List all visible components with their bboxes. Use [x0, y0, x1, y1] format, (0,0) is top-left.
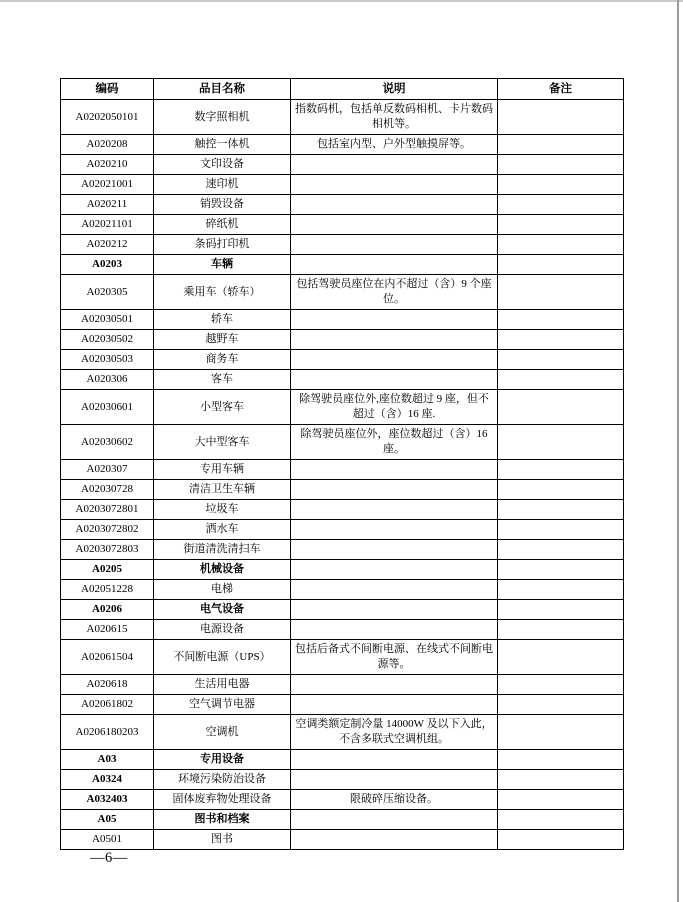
- cell-code: A02021101: [61, 215, 154, 235]
- table-row: [61, 275, 624, 310]
- cell-description: [291, 330, 498, 350]
- cell-item-name: 数字照相机: [154, 100, 291, 135]
- cell-description: 指数码机，包括单反数码相机、卡片数码相机等。: [291, 100, 498, 135]
- cell-description: 除驾驶员座位外,座位数超过 9 座，但不超过（含）16 座.: [291, 390, 498, 425]
- cell-code: A0501: [61, 830, 154, 850]
- cell-remarks: [498, 155, 624, 175]
- header-remarks: 备注: [498, 79, 624, 100]
- cell-code: A02061802: [61, 695, 154, 715]
- cell-description: [291, 155, 498, 175]
- cell-code: A0203: [61, 255, 154, 275]
- cell-description: [291, 215, 498, 235]
- cell-item-name: 空调机: [154, 715, 291, 750]
- table-row: [61, 790, 624, 810]
- table-row: [61, 135, 624, 155]
- cell-description: [291, 520, 498, 540]
- cell-code: A0205: [61, 560, 154, 580]
- cell-item-name: 客车: [154, 370, 291, 390]
- cell-item-name: 条码打印机: [154, 235, 291, 255]
- cell-item-name: 环境污染防治设备: [154, 770, 291, 790]
- cell-code: A020618: [61, 675, 154, 695]
- cell-description: [291, 620, 498, 640]
- cell-remarks: [498, 750, 624, 770]
- table-header-row: [61, 79, 624, 100]
- cell-description: [291, 750, 498, 770]
- table-body: [61, 100, 624, 850]
- cell-description: [291, 600, 498, 620]
- cell-description: [291, 350, 498, 370]
- cell-item-name: 车辆: [154, 255, 291, 275]
- cell-code: A020305: [61, 275, 154, 310]
- table-row: [61, 370, 624, 390]
- table-row: [61, 175, 624, 195]
- cell-description: [291, 810, 498, 830]
- cell-remarks: [498, 135, 624, 155]
- cell-remarks: [498, 520, 624, 540]
- cell-code: A02030501: [61, 310, 154, 330]
- table-header: [61, 79, 624, 100]
- cell-description: 包括后备式不间断电源、在线式不间断电源等。: [291, 640, 498, 675]
- cell-code: A0206180203: [61, 715, 154, 750]
- header-item-name: 品目名称: [154, 79, 291, 100]
- cell-item-name: 速印机: [154, 175, 291, 195]
- cell-remarks: [498, 425, 624, 460]
- cell-remarks: [498, 310, 624, 330]
- cell-code: A02061504: [61, 640, 154, 675]
- procurement-catalog-table: [60, 78, 624, 850]
- table-row: [61, 235, 624, 255]
- cell-code: A020307: [61, 460, 154, 480]
- cell-description: [291, 235, 498, 255]
- cell-item-name: 机械设备: [154, 560, 291, 580]
- cell-item-name: 图书和档案: [154, 810, 291, 830]
- cell-description: [291, 175, 498, 195]
- cell-item-name: 电气设备: [154, 600, 291, 620]
- cell-remarks: [498, 175, 624, 195]
- cell-item-name: 清洁卫生车辆: [154, 480, 291, 500]
- table-row: [61, 310, 624, 330]
- cell-item-name: 商务车: [154, 350, 291, 370]
- cell-code: A020210: [61, 155, 154, 175]
- cell-item-name: 乘用车（轿车）: [154, 275, 291, 310]
- table-row: [61, 500, 624, 520]
- cell-remarks: [498, 675, 624, 695]
- table-row: [61, 425, 624, 460]
- cell-description: [291, 255, 498, 275]
- table-row: [61, 155, 624, 175]
- table-row: [61, 480, 624, 500]
- table-row: [61, 195, 624, 215]
- table-row: [61, 255, 624, 275]
- cell-remarks: [498, 215, 624, 235]
- cell-code: A02030601: [61, 390, 154, 425]
- cell-remarks: [498, 580, 624, 600]
- cell-code: A02030503: [61, 350, 154, 370]
- cell-code: A0203072802: [61, 520, 154, 540]
- table-row: [61, 810, 624, 830]
- cell-item-name: 街道清洗清扫车: [154, 540, 291, 560]
- cell-item-name: 专用车辆: [154, 460, 291, 480]
- cell-code: A020211: [61, 195, 154, 215]
- cell-item-name: 固体废弃物处理设备: [154, 790, 291, 810]
- cell-remarks: [498, 770, 624, 790]
- cell-item-name: 不间断电源（UPS）: [154, 640, 291, 675]
- cell-code: A020306: [61, 370, 154, 390]
- cell-code: A0202050101: [61, 100, 154, 135]
- cell-item-name: 文印设备: [154, 155, 291, 175]
- cell-code: A02030502: [61, 330, 154, 350]
- cell-remarks: [498, 810, 624, 830]
- table-row: [61, 770, 624, 790]
- cell-code: A0203072803: [61, 540, 154, 560]
- table-row: [61, 830, 624, 850]
- cell-remarks: [498, 715, 624, 750]
- cell-description: 空调类额定制冷量 14000W 及以下入此，不含多联式空调机组。: [291, 715, 498, 750]
- cell-remarks: [498, 500, 624, 520]
- cell-item-name: 洒水车: [154, 520, 291, 540]
- table-row: [61, 580, 624, 600]
- cell-item-name: 专用设备: [154, 750, 291, 770]
- cell-item-name: 小型客车: [154, 390, 291, 425]
- cell-code: A0203072801: [61, 500, 154, 520]
- cell-description: [291, 580, 498, 600]
- cell-remarks: [498, 330, 624, 350]
- cell-description: [291, 540, 498, 560]
- cell-item-name: 空气调节电器: [154, 695, 291, 715]
- cell-description: [291, 830, 498, 850]
- cell-item-name: 越野车: [154, 330, 291, 350]
- cell-item-name: 触控一体机: [154, 135, 291, 155]
- cell-remarks: [498, 390, 624, 425]
- cell-code: A020615: [61, 620, 154, 640]
- table-row: [61, 695, 624, 715]
- scan-right-edge: [677, 0, 679, 902]
- cell-remarks: [498, 460, 624, 480]
- cell-item-name: 轿车: [154, 310, 291, 330]
- cell-description: [291, 675, 498, 695]
- cell-code: A020212: [61, 235, 154, 255]
- cell-code: A0324: [61, 770, 154, 790]
- table-row: [61, 750, 624, 770]
- cell-remarks: [498, 695, 624, 715]
- table-row: [61, 540, 624, 560]
- cell-code: A02021001: [61, 175, 154, 195]
- cell-code: A032403: [61, 790, 154, 810]
- table-row: [61, 560, 624, 580]
- cell-item-name: 碎纸机: [154, 215, 291, 235]
- scan-top-edge: [0, 0, 683, 2]
- cell-remarks: [498, 100, 624, 135]
- table-row: [61, 675, 624, 695]
- cell-item-name: 图书: [154, 830, 291, 850]
- cell-description: [291, 500, 498, 520]
- cell-description: [291, 370, 498, 390]
- cell-remarks: [498, 235, 624, 255]
- cell-remarks: [498, 195, 624, 215]
- cell-description: 除驾驶员座位外，座位数超过（含）16 座。: [291, 425, 498, 460]
- cell-remarks: [498, 255, 624, 275]
- cell-description: 包括驾驶员座位在内不超过（含）9 个座位。: [291, 275, 498, 310]
- cell-remarks: [498, 480, 624, 500]
- table-row: [61, 620, 624, 640]
- cell-code: A02030728: [61, 480, 154, 500]
- cell-remarks: [498, 830, 624, 850]
- cell-code: A02030602: [61, 425, 154, 460]
- header-description: 说明: [291, 79, 498, 100]
- cell-remarks: [498, 350, 624, 370]
- cell-code: A0206: [61, 600, 154, 620]
- header-code: 编码: [61, 79, 154, 100]
- cell-remarks: [498, 600, 624, 620]
- table-row: [61, 330, 624, 350]
- cell-code: A03: [61, 750, 154, 770]
- table-row: [61, 520, 624, 540]
- cell-remarks: [498, 620, 624, 640]
- cell-item-name: 销毁设备: [154, 195, 291, 215]
- cell-description: [291, 770, 498, 790]
- cell-description: 限破碎压缩设备。: [291, 790, 498, 810]
- cell-remarks: [498, 790, 624, 810]
- cell-code: A05: [61, 810, 154, 830]
- cell-item-name: 生活用电器: [154, 675, 291, 695]
- table-row: [61, 215, 624, 235]
- cell-code: A02051228: [61, 580, 154, 600]
- cell-remarks: [498, 275, 624, 310]
- cell-description: [291, 310, 498, 330]
- cell-description: 包括室内型、户外型触摸屏等。: [291, 135, 498, 155]
- cell-description: [291, 480, 498, 500]
- cell-remarks: [498, 560, 624, 580]
- cell-item-name: 电源设备: [154, 620, 291, 640]
- cell-item-name: 电梯: [154, 580, 291, 600]
- cell-remarks: [498, 540, 624, 560]
- table-row: [61, 600, 624, 620]
- cell-description: [291, 560, 498, 580]
- table-row: [61, 350, 624, 370]
- table-row: [61, 390, 624, 425]
- cell-code: A020208: [61, 135, 154, 155]
- cell-remarks: [498, 370, 624, 390]
- cell-item-name: 大中型客车: [154, 425, 291, 460]
- table-row: [61, 640, 624, 675]
- page-number: —6—: [90, 850, 128, 866]
- cell-description: [291, 195, 498, 215]
- cell-remarks: [498, 640, 624, 675]
- table-row: [61, 715, 624, 750]
- cell-description: [291, 460, 498, 480]
- table-row: [61, 460, 624, 480]
- cell-item-name: 垃圾车: [154, 500, 291, 520]
- cell-description: [291, 695, 498, 715]
- table-row: [61, 100, 624, 135]
